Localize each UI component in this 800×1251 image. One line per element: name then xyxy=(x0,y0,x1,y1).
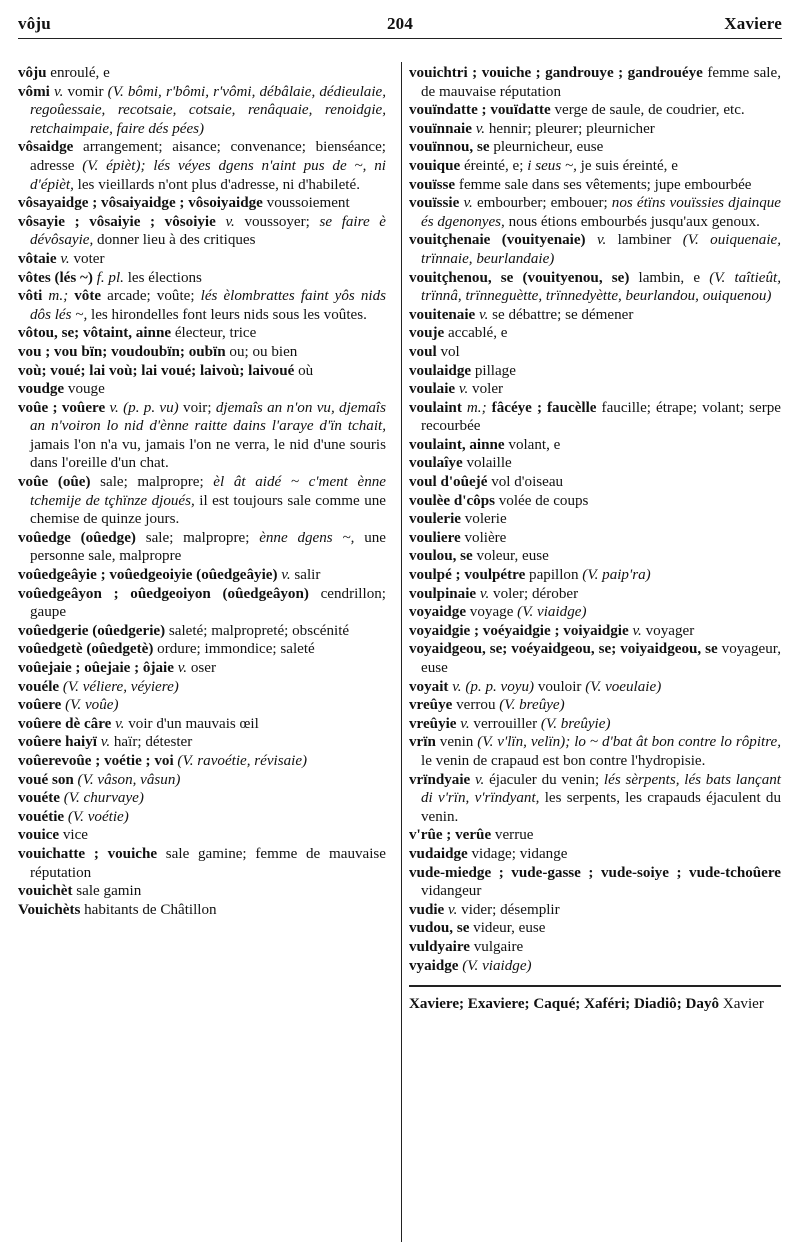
entry-headword: vouitenaie xyxy=(409,306,476,323)
dictionary-entry xyxy=(409,529,781,548)
entry-headword: voulaidge xyxy=(409,362,472,379)
entry-part-of-speech: v. xyxy=(277,567,291,584)
entry-definition: volerie xyxy=(460,511,507,528)
entry-headword: vrïn xyxy=(409,734,436,751)
entry-definition: oser xyxy=(187,660,216,676)
dictionary-entry xyxy=(18,324,386,343)
entry-headword: voûedge (oûedge) xyxy=(18,529,136,546)
entry-headword: voulèe d'côps xyxy=(409,492,495,509)
dictionary-entry xyxy=(18,269,386,288)
entry-definition: faucille; étrape; volant; serpe recourbée xyxy=(421,399,781,435)
entry-definition: sale; malpropre; xyxy=(135,529,250,546)
entry-translation: jamais l'on n'a vu, jamais l'on ne verra, le nid d'une souris dans l'oreille d'un chat. xyxy=(30,436,386,472)
dictionary-entry xyxy=(409,640,781,677)
entry-example: djemaîs an n'on vu, djemaîs an n'voiron lo nid d'ènne raitte dains l'araye d'ïn tchait, xyxy=(30,399,386,435)
dictionary-entry xyxy=(409,194,781,231)
entry-headword: vôju xyxy=(18,65,47,81)
dictionary-entry xyxy=(409,547,781,566)
dictionary-entry xyxy=(409,399,781,436)
dictionary-entry xyxy=(409,324,781,343)
entry-headword: voulaie xyxy=(409,381,456,398)
entry-headword: voyaidgie ; voéyaidgie ; voiyaidgie xyxy=(409,622,629,639)
dictionary-entry xyxy=(409,733,781,770)
entry-cross-reference: (V. véliere, véyiere) xyxy=(59,678,179,695)
entry-definition: verrou xyxy=(452,697,500,714)
entry-definition: voyageur, euse xyxy=(421,641,781,676)
entry-definition: accablé, e xyxy=(444,325,508,342)
entry-headword: vrïndyaie xyxy=(409,771,471,788)
entry-headword: vou ; vou bïn; voudoubïn; oubïn xyxy=(18,343,226,360)
entry-headword: vudaidge xyxy=(409,845,468,862)
entry-definition: sale; malpropre; xyxy=(90,474,204,491)
entry-definition: vice xyxy=(59,827,89,844)
entry-definition: vidage; vidange xyxy=(467,845,568,862)
dictionary-entry xyxy=(409,678,781,697)
entry-headword: vuldyaire xyxy=(409,938,470,955)
entry-cross-reference: (V. bômi, r'bômi, r'vômi, débâlaie, dédieulaie, regoûessaie, recotsaie, cotsaie, renâquaie, renoidgie, retchaimpaie, faire dés pées) xyxy=(30,83,386,137)
entry-definition: lambin, e xyxy=(629,269,710,286)
entry-example: ènne dgens ~, xyxy=(249,529,355,546)
entry-definition: voir; xyxy=(178,399,212,416)
header-first-word: vôju xyxy=(18,14,51,33)
entry-headword: vouice xyxy=(18,827,60,844)
entry-part-of-speech: v. xyxy=(476,585,490,602)
dictionary-entry xyxy=(409,473,781,492)
entry-headword: voudge xyxy=(18,381,65,398)
entry-example: èl ât aidé ~ c'ment ènne tchemije de tçhïnze djoués, xyxy=(30,474,387,509)
entry-headword: vouïndatte ; vouïdatte xyxy=(409,102,551,119)
dictionary-entry xyxy=(18,380,386,399)
entry-headword: vouje xyxy=(409,325,445,342)
header-rule xyxy=(18,38,782,39)
entry-headword: voûedgetè (oûedgetè) xyxy=(18,641,154,658)
entry-headword: vouétie xyxy=(18,808,65,825)
entry-definition: vouge xyxy=(64,381,105,398)
entry-definition: les élections xyxy=(123,269,202,286)
entry-cross-reference: (V. ouiquenaie, trïnnaie, beurlandaie) xyxy=(421,232,781,267)
entry-headword: voulaint, ainne xyxy=(409,436,505,453)
entry-definition: embourber; embouer; xyxy=(472,195,608,212)
entry-cross-reference: (V. taîtieût, trïnnâ, trïnneguètte, trïnnedyètte, beurlandou, ouiquenou) xyxy=(421,269,781,305)
entry-variant-headword: vôte xyxy=(68,288,102,305)
dictionary-entry xyxy=(18,696,386,715)
entry-part-of-speech: v. xyxy=(470,771,485,788)
entry-definition: se débattre; se démener xyxy=(488,306,634,323)
entry-definition: venin xyxy=(435,734,478,751)
dictionary-entry xyxy=(18,901,386,920)
entry-headword: voulerie xyxy=(409,511,461,528)
entry-translation: il est toujours sale comme une chemise de quinze jours. xyxy=(30,492,386,528)
entry-cross-reference: (V. breûyie) xyxy=(540,715,611,732)
entry-headword: voyaidge xyxy=(409,604,467,621)
entry-headword: vouique xyxy=(409,157,461,174)
entry-cross-reference: (V. paip'ra) xyxy=(582,567,651,584)
entry-definition: où xyxy=(294,362,314,379)
entry-cross-reference: (V. épièt); xyxy=(82,157,146,174)
column-divider xyxy=(401,62,402,1242)
entry-headword: vouéte xyxy=(18,790,60,807)
entry-part-of-speech: v. xyxy=(215,213,235,230)
dictionary-entry xyxy=(409,585,781,604)
entry-definition: vidangeur xyxy=(421,883,482,900)
dictionary-entry xyxy=(409,938,781,957)
entry-definition: haïr; détester xyxy=(110,734,193,751)
entry-definition: enroulé, e xyxy=(46,65,110,81)
entry-part-of-speech: v. xyxy=(96,734,111,751)
entry-cross-reference: (V. breûye) xyxy=(499,697,565,714)
entry-definition: arcade; voûte; xyxy=(101,288,195,305)
entry-headword: voûere haiyï xyxy=(18,734,97,751)
entry-cross-reference: (V. v'lïn, velïn); xyxy=(477,734,571,751)
entry-definition: ordure; immondice; saleté xyxy=(153,641,315,658)
dictionary-entry xyxy=(409,306,781,325)
entry-definition: lambiner xyxy=(606,232,683,249)
entry-headword: vudie xyxy=(409,901,445,918)
entry-headword: vouïssie xyxy=(409,195,460,212)
dictionary-entry xyxy=(409,120,781,139)
entry-headword: voul d'oûejé xyxy=(409,474,488,491)
entry-headword: voûe (oûe) xyxy=(18,474,91,491)
entry-definition: volant, e xyxy=(504,436,561,453)
entry-headword: vyaidge xyxy=(409,957,459,974)
entry-part-of-speech: v. xyxy=(455,381,469,398)
entry-part-of-speech: v. xyxy=(628,622,642,639)
entry-definition: verge de saule, de coudrier, etc. xyxy=(550,102,745,119)
entry-headword: vouïsse xyxy=(409,176,456,193)
entry-example: i seus ~, xyxy=(523,157,577,174)
dictionary-entry xyxy=(409,566,781,585)
dictionary-entry xyxy=(409,957,781,976)
entry-example: se faire è dévôsayie, xyxy=(30,213,386,249)
entry-definition: vomir xyxy=(63,83,108,100)
entry-definition: Xavier xyxy=(719,996,764,1013)
entry-definition: habitants de Châtillon xyxy=(80,901,217,918)
dictionary-entry xyxy=(409,771,781,827)
entry-definition: voleur, euse xyxy=(472,548,549,565)
dictionary-entry xyxy=(409,101,781,120)
entry-part-of-speech: f. pl. xyxy=(92,269,124,286)
entry-definition: vol xyxy=(436,343,460,360)
entry-headword: voûejaie ; oûejaie ; ôjaie xyxy=(18,660,174,676)
entry-definition: voyage xyxy=(466,604,518,621)
entry-definition: voler xyxy=(468,381,504,398)
entry-definition: volaille xyxy=(462,455,512,472)
entry-headword: vouïnnou, se xyxy=(409,139,490,156)
dictionary-entry xyxy=(18,194,386,213)
entry-definition: vol d'oiseau xyxy=(487,474,564,491)
entry-example: lés èlombrattes faint yôs nids dôs lés ~, xyxy=(30,288,386,323)
entry-part-of-speech: v. (p. p. voyu) xyxy=(448,678,535,695)
entry-definition: salir xyxy=(290,567,321,584)
entry-part-of-speech: v. xyxy=(49,83,64,100)
dictionary-entry xyxy=(18,473,386,529)
entry-headword: voûere dè câre xyxy=(18,715,112,732)
entry-definition: femme sale, de mauvaise réputation xyxy=(421,65,781,100)
dictionary-entry xyxy=(409,826,781,845)
dictionary-entry xyxy=(18,808,386,827)
entry-definition: vider; désemplir xyxy=(457,901,560,918)
entry-part-of-speech: v. (p. p. vu) xyxy=(105,399,179,416)
dictionary-entry xyxy=(409,138,781,157)
dictionary-entry xyxy=(18,566,386,585)
dictionary-entry xyxy=(18,678,386,697)
entry-part-of-speech: v. xyxy=(475,306,489,323)
entry-definition: videur, euse xyxy=(469,920,546,937)
dictionary-entry xyxy=(409,696,781,715)
entry-example: nos étïns vouïssies djainque és dgenonyes, xyxy=(421,195,781,230)
entry-definition: voler; dérober xyxy=(489,585,579,602)
entry-cross-reference: (V. churvaye) xyxy=(59,790,144,807)
entry-definition: sale gamin xyxy=(72,883,142,900)
entry-headword: voulaint xyxy=(409,399,462,416)
entry-headword: voulou, se xyxy=(409,548,473,565)
entry-definition: ou; ou bien xyxy=(225,343,298,360)
entry-part-of-speech: v. xyxy=(444,901,458,918)
entry-headword: vôtaie xyxy=(18,250,57,267)
entry-translation: je suis éreinté, e xyxy=(576,157,678,174)
page-number: 204 xyxy=(386,14,414,33)
entry-part-of-speech: m.; xyxy=(42,288,69,305)
entry-translation: les vieillards n'ont plus d'adresse, ni d'habileté. xyxy=(73,176,360,193)
entry-headword: vouliere xyxy=(409,529,461,546)
entry-definition: volière xyxy=(460,529,507,546)
entry-translation: nous étions embourbés jusqu'aux genoux. xyxy=(504,213,760,230)
dictionary-entry xyxy=(409,901,781,920)
entry-headword: vôtou, se; vôtaint, ainne xyxy=(18,325,172,342)
entry-definition: voyager xyxy=(641,622,695,639)
entry-headword: vouichèt xyxy=(18,883,73,900)
entry-cross-reference: (V. viaidge) xyxy=(458,957,532,974)
dictionary-entry xyxy=(409,380,781,399)
entry-headword: vouitçhenaie (vouityenaie) xyxy=(409,232,586,249)
dictionary-entry xyxy=(18,529,386,566)
dictionary-entry xyxy=(18,771,386,790)
entry-definition: électeur, trice xyxy=(171,325,257,342)
dictionary-entry xyxy=(18,752,386,771)
entry-headword: voul xyxy=(409,343,437,360)
entry-definition: éjaculer du venin; xyxy=(484,771,600,788)
entry-definition: verrouiller xyxy=(469,715,541,732)
section-separator xyxy=(409,985,781,987)
entry-variant-headword: fâcéye ; faucèlle xyxy=(486,399,597,416)
entry-cross-reference: (V. viaidge) xyxy=(517,604,587,621)
dictionary-entry xyxy=(409,269,781,306)
entry-definition: cendrillon; gaupe xyxy=(30,585,386,621)
dictionary-entry xyxy=(18,138,386,194)
entry-headword: voyaidgeou, se; voéyaidgeou, se; voiyaidgeou, se xyxy=(409,641,718,658)
entry-headword: vôtes (lés ~) xyxy=(18,269,93,286)
dictionary-entry xyxy=(409,919,781,938)
entry-headword: voûerevoûe ; voétie ; voi xyxy=(18,752,174,769)
entry-cross-reference: (V. voeulaie) xyxy=(585,678,662,695)
entry-headword: voyait xyxy=(409,678,449,695)
entry-cross-reference: (V. ravoétie, révisaie) xyxy=(173,752,308,769)
entry-definition: saleté; malpropreté; obscénité xyxy=(165,622,350,639)
entry-part-of-speech: v. xyxy=(173,660,188,676)
dictionary-entry xyxy=(409,362,781,381)
entry-headword: vôsaidge xyxy=(18,139,74,156)
entry-definition: voir d'un mauvais œil xyxy=(124,715,259,732)
entry-definition: éreinté, e; xyxy=(460,157,524,174)
dictionary-entry xyxy=(409,492,781,511)
entry-example: lés sèrpents, lés bats lançant di v'rïn, v'rïndyant, xyxy=(421,771,781,807)
entry-definition: voussoiement xyxy=(262,195,350,212)
entry-headword: vôti xyxy=(18,288,43,305)
entry-headword: vudou, se xyxy=(409,920,470,937)
entry-headword: vouitçhenou, se (vouityenou, se) xyxy=(409,269,630,286)
entry-part-of-speech: v. xyxy=(585,232,607,249)
entry-definition: femme sale dans ses vêtements; jupe embourbée xyxy=(455,176,752,193)
entry-headword: voulpé ; voulpétre xyxy=(409,567,526,584)
entry-cross-reference: (V. voétie) xyxy=(64,808,129,825)
entry-headword: vôsayie ; vôsaiyie ; vôsoiyie xyxy=(18,213,216,230)
entry-cross-reference: (V. voûe) xyxy=(61,697,119,714)
entry-part-of-speech: v. xyxy=(471,120,486,137)
left-column xyxy=(18,64,386,919)
entry-headword: vôsayaidge ; vôsaiyaidge ; vôsoiyaidge xyxy=(18,195,263,212)
entry-translation: une personne sale, malpropre xyxy=(30,529,386,565)
entry-headword: voûedgeâyon ; oûedgeoiyon (oûedgeâyon) xyxy=(18,585,309,602)
entry-headword: voulaîye xyxy=(409,455,463,472)
entry-definition: pleurnicheur, euse xyxy=(489,139,604,156)
dictionary-entry xyxy=(18,789,386,808)
dictionary-entry xyxy=(409,231,781,268)
entry-cross-reference: (V. vâson, vâsun) xyxy=(73,771,181,788)
entry-example: lés véyes dgens n'aint pus de ~, ni d'épièt, xyxy=(30,157,386,193)
dictionary-entry xyxy=(409,510,781,529)
entry-headword: voulpinaie xyxy=(409,585,477,602)
dictionary-entry xyxy=(18,715,386,734)
header-last-word: Xaviere xyxy=(724,14,782,33)
dictionary-entry xyxy=(18,64,386,83)
dictionary-entry xyxy=(18,362,386,381)
dictionary-entry xyxy=(18,399,386,473)
entry-translation: les serpents, les crapauds éjaculent du venin. xyxy=(421,790,781,825)
entry-headword: v'rûe ; verûe xyxy=(409,827,492,844)
dictionary-entry xyxy=(409,715,781,734)
final-entry xyxy=(409,995,781,1014)
entry-headword: Vouichèts xyxy=(18,901,81,918)
dictionary-entry xyxy=(409,622,781,641)
entry-definition: pillage xyxy=(471,362,516,379)
entry-headword: vouichtri ; vouiche ; gandrouye ; gandrouéye xyxy=(409,65,703,81)
entry-headword: voù; voué; lai voù; lai voué; laivoù; laivoué xyxy=(18,362,295,379)
entry-definition: vouloir xyxy=(534,678,586,695)
dictionary-entry xyxy=(18,882,386,901)
dictionary-entry xyxy=(409,845,781,864)
dictionary-entry xyxy=(18,83,386,139)
entry-definition: hennir; pleurer; pleurnicher xyxy=(485,120,655,137)
entry-part-of-speech: v. xyxy=(456,715,470,732)
dictionary-entry xyxy=(18,845,386,882)
entry-definition: arrangement; aisance; convenance; bienséance; adresse xyxy=(30,139,386,174)
entry-definition: sale gamine; femme de mauvaise réputation xyxy=(30,845,386,881)
entry-headword: voué son xyxy=(18,771,74,788)
entry-translation: donner lieu à des critiques xyxy=(93,232,256,249)
entry-example: lo ~ d'bat ât bon contre lo rôpitre, xyxy=(570,734,782,751)
dictionary-entry xyxy=(409,436,781,455)
dictionary-entry xyxy=(409,157,781,176)
entry-headword: vude-miedge ; vude-gasse ; vude-soiye ; vude-tchoûere xyxy=(409,864,781,881)
dictionary-entry xyxy=(18,826,386,845)
dictionary-entry xyxy=(409,176,781,195)
entry-headword: voûedgeâyie ; voûedgeoiyie (oûedgeâyie) xyxy=(18,567,278,584)
dictionary-entry xyxy=(18,250,386,269)
dictionary-entry xyxy=(18,287,386,324)
entry-definition: volée de coups xyxy=(494,492,589,509)
right-column xyxy=(409,64,781,1014)
dictionary-entry xyxy=(409,64,781,101)
entry-headword: vreûyie xyxy=(409,715,457,732)
entry-headword: voûedgerie (oûedgerie) xyxy=(18,622,166,639)
dictionary-entry xyxy=(409,343,781,362)
entry-definition: papillon xyxy=(525,567,583,584)
entry-definition: voter xyxy=(69,250,105,267)
dictionary-entry xyxy=(18,733,386,752)
entry-headword: voûe ; voûere xyxy=(18,399,106,416)
dictionary-entry xyxy=(18,640,386,659)
dictionary-entry xyxy=(409,864,781,901)
dictionary-entry xyxy=(18,659,386,678)
entry-headword: vreûye xyxy=(409,697,453,714)
entry-definition: voussoyer; xyxy=(234,213,310,230)
entry-headword: vouéle xyxy=(18,678,60,695)
dictionary-entry xyxy=(18,585,386,622)
entry-headword: vouichatte ; vouiche xyxy=(18,845,158,862)
entry-definition: vulgaire xyxy=(469,938,524,955)
dictionary-entry xyxy=(18,213,386,250)
entry-headword: vouïnnaie xyxy=(409,120,472,137)
entry-headword: Xaviere; Exaviere; Caqué; Xaféri; Diadiô; Dayô xyxy=(409,996,720,1013)
entry-part-of-speech: v. xyxy=(56,250,70,267)
dictionary-entry xyxy=(409,454,781,473)
entry-translation: les hirondelles font leurs nids sous les voûtes. xyxy=(87,306,367,323)
dictionary-entry xyxy=(409,603,781,622)
entry-part-of-speech: v. xyxy=(459,195,473,212)
dictionary-entry xyxy=(18,343,386,362)
entry-part-of-speech: m.; xyxy=(461,399,487,416)
dictionary-entry xyxy=(18,622,386,641)
page-header xyxy=(18,14,782,38)
entry-headword: voûere xyxy=(18,697,62,714)
entry-definition: verrue xyxy=(491,827,534,844)
entry-headword: vômi xyxy=(18,83,50,100)
entry-translation: le venin de crapaud est bon contre l'hydropisie. xyxy=(421,752,706,769)
entry-part-of-speech: v. xyxy=(111,715,125,732)
